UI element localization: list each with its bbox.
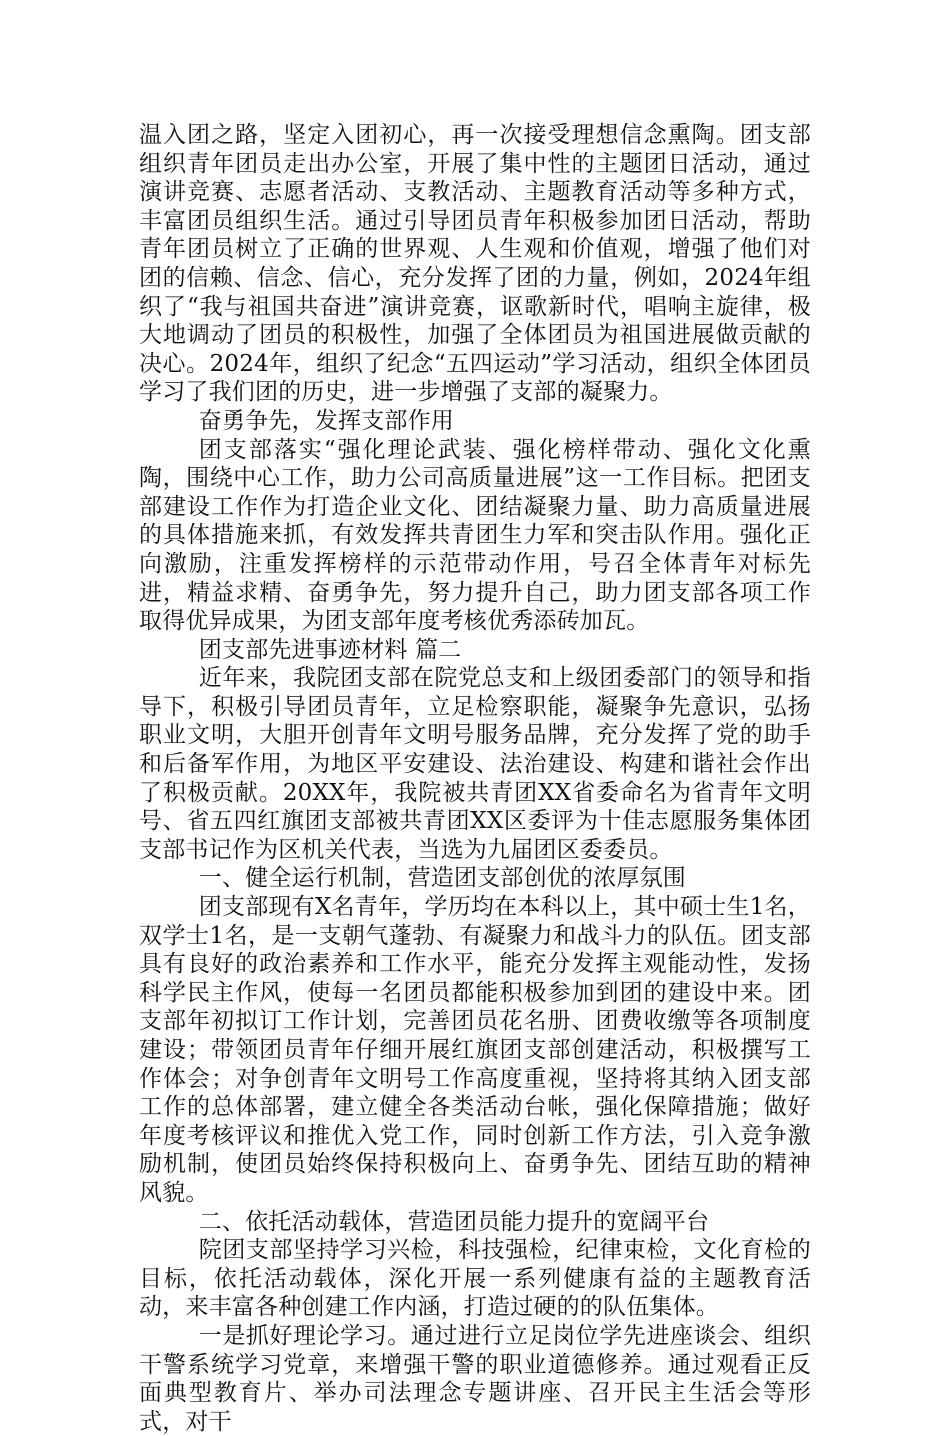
paragraph-intro: 温入团之路，坚定入团初心，再一次接受理想信念熏陶。团支部组织青年团员走出办公室，开展了集中性的主题团日活动，通过演讲竞赛、志愿者活动、支教活动、主题教育活动等多种方式，丰富团员组织生活。通过引导团员青年积极参加团日活动，帮助青年团员树立了正确的世界观、人生观和价值观，增强了他们对团的信赖、信念、信心，充分发挥了团的力量，例如，2024年组织了“我与祖国共奋进”演讲竞赛，讴歌新时代，唱响主旋律，极大地调动了团员的积极性，加强了全体团员为祖国进展做贡献的决心。2024年，组织了纪念“五四运动”学习活动，组织全体团员学习了我们团的历史，进一步增强了支部的凝聚力。 bbox=[139, 122, 811, 406]
section-heading-mechanism: 一、健全运行机制，营造团支部创优的浓厚氛围 bbox=[198, 865, 686, 892]
section-heading-courage: 奋勇争先，发挥支部作用 bbox=[198, 407, 454, 434]
document-body bbox=[139, 121, 811, 1436]
paragraph-recent-years: 近年来，我院团支部在院党总支和上级团委部门的领导和指导下，积极引导团员青年，立足检察职能，凝聚争先意识，弘扬职业文明，大胆开创青年文明号服务品牌，充分发挥了党的助手和后备军作用，为地区平安建设、法治建设、构建和谐社会作出了积极贡献。20XX年，我院被共青团XX省委命名为省青年文明号、省五四红旗团支部被共青团XX区委评为十佳志愿服务集体团支部书记作为区机关代表，当选为九届团区委委员。 bbox=[139, 665, 811, 863]
paragraph-theory-study: 一是抓好理论学习。通过进行立足岗位学先进座谈会、组织干警系统学习党章，来增强干警的职业道德修养。通过观看正反面典型教育片、举办司法理念专题讲座、召开民主生活会等形式，对干 bbox=[139, 1322, 811, 1435]
paragraph-goal: 团支部落实“强化理论武装、强化榜样带动、强化文化熏陶，围绕中心工作，助力公司高质量进展”这一工作目标。把团支部建设工作作为打造企业文化、团结凝聚力量、助力高质量进展的具体措施来抓，有效发挥共青团生力军和突击队作用。强化正向激励，注重发挥榜样的示范带动作用，号召全体青年对标先进，精益求精、奋勇争先，努力提升自己，助力团支部各项工作取得优异成果，为团支部年度考核优秀添砖加瓦。 bbox=[139, 436, 811, 635]
section-heading-part-two: 团支部先进事迹材料 篇二 bbox=[198, 636, 462, 663]
paragraph-team-members: 团支部现有X名青年，学历均在本科以上，其中硕士生1名，双学士1名，是一支朝气蓬勃、有凝聚力和战斗力的队伍。团支部具有良好的政治素养和工作水平，能充分发挥主观能动性，发扬科学民主作风，使每一名团员都能积极参加到团的建设中来。团支部年初拟订工作计划，完善团员花名册、团费收缴等各项制度建设；带领团员青年仔细开展红旗团支部创建活动，积极撰写工作体会；对争创青年文明号工作高度重视，坚持将其纳入团支部工作的总体部署，建立健全各类活动台帐，强化保障措施；做好年度考核评议和推优入党工作，同时创新工作方法，引入竞争激励机制，使团员始终保持积极向上、奋勇争先、团结互助的精神风貌。 bbox=[139, 894, 811, 1206]
paragraph-learning-goals: 院团支部坚持学习兴检，科技强检，纪律束检，文化育检的目标，依托活动载体，深化开展一系列健康有益的主题教育活动，来丰富各种创建工作内涵，打造过硬的的队伍集体。 bbox=[139, 1237, 811, 1321]
section-heading-activities: 二、依托活动载体，营造团员能力提升的宽阔平台 bbox=[198, 1208, 710, 1235]
